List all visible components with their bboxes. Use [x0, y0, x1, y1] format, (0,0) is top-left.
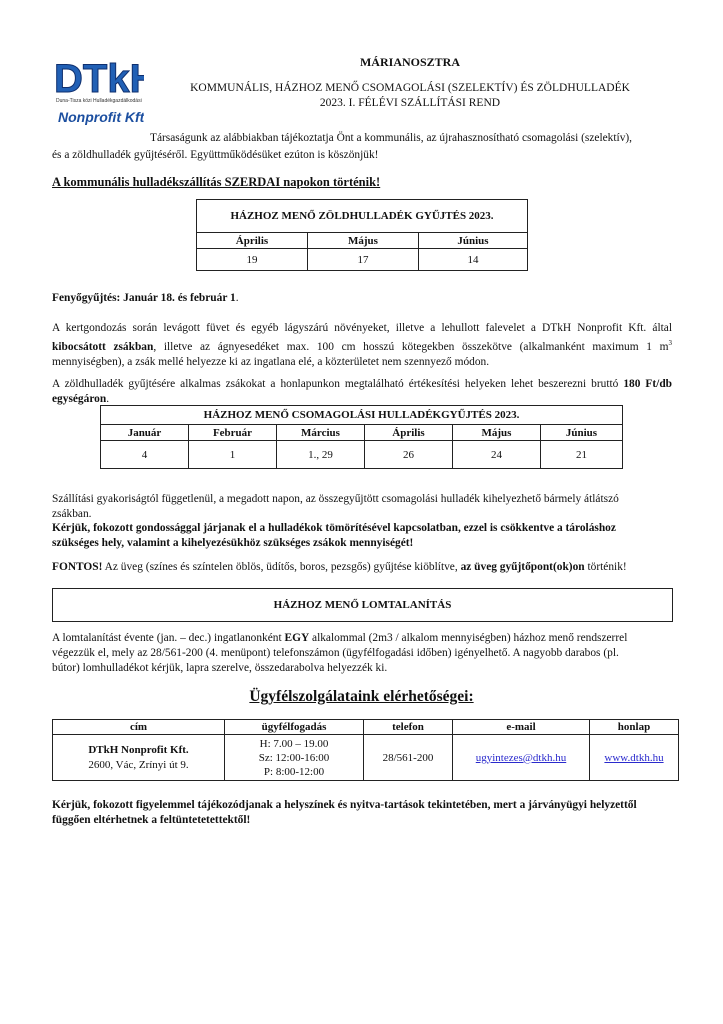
green-table-grid: [196, 232, 528, 271]
pkg-value-jan: 4: [101, 441, 189, 469]
service-hours-wed: Sz: 12:00-16:00: [258, 751, 330, 764]
pkg-value-may: 24: [453, 441, 541, 469]
green-header-may: Május: [308, 233, 419, 249]
logo-sub-text: Nonprofit Kft.: [58, 109, 144, 125]
packaging-table-title: HÁZHOZ MENŐ CSOMAGOLÁSI HULLADÉKGYŰJTÉS 2023.: [100, 405, 623, 424]
garden-sup: 3: [668, 339, 672, 347]
green-table-title: HÁZHOZ MENŐ ZÖLDHULLADÉK GYŰJTÉS 2023.: [196, 199, 528, 232]
pkg-header-feb: Február: [189, 425, 277, 441]
pkg-header-may: Május: [453, 425, 541, 441]
service-address: 2600, Vác, Zrínyi út 9.: [88, 758, 189, 771]
bulky-t1: A lomtalanítást évente (jan. – dec.) ingatlanonként: [52, 632, 285, 644]
service-web-cell: [590, 735, 679, 781]
garden-p3: mennyiségben), a zsák mellé helyezze ki az ingatlana elé, a közterületet nem szennyező módon.: [52, 355, 490, 368]
pkg-header-jun: Június: [541, 425, 623, 441]
frequency-line1: Szállítási gyakoriságtól függetlenül, a megadott napon, az összegyűjtött csomagolási hulladék kihelyezhető bármely átlátszó: [52, 493, 619, 505]
service-phone: 28/561-200: [364, 735, 453, 781]
glass-tail: történik!: [584, 561, 627, 573]
header-line1: KOMMUNÁLIS, HÁZHOZ MENŐ CSOMAGOLÁSI (SZELEKTÍV) ÉS ZÖLDHULLADÉK: [190, 82, 630, 94]
town-title: MÁRIANOSZTRA: [359, 55, 460, 69]
final-line1: Kérjük, fokozott figyelemmel tájékozódjanak a helyszínek és nyitva-tartások tekintetében, mert a járványügyi helyzettől: [52, 799, 637, 811]
service-header-web: honlap: [590, 720, 679, 735]
intro-line1: Társaságunk az alábbiakban tájékoztatja Önt a kommunális, az újrahasznosítható csomagolási (szelektív),: [150, 132, 633, 144]
frequency-line2: zsákban.: [52, 508, 92, 520]
green-value-june: 14: [419, 249, 528, 271]
pine-tail: .: [235, 292, 239, 304]
green-waste-table: [196, 199, 528, 271]
final-note: [52, 798, 672, 828]
service-header-phone: telefon: [364, 720, 453, 735]
glass-important: FONTOS!: [52, 561, 103, 573]
bags-tail: .: [106, 393, 110, 405]
bulky-once: EGY: [284, 632, 310, 644]
service-header-hours: ügyfélfogadás: [225, 720, 364, 735]
service-table: [52, 719, 679, 781]
service-hours-cell: [225, 735, 364, 781]
pkg-header-mar: Március: [277, 425, 365, 441]
service-heading: Ügyfélszolgálataink elérhetőségei:: [249, 688, 474, 705]
bags-unit: egységáron: [52, 393, 107, 405]
service-address-cell: [53, 735, 225, 781]
garden-bold: kibocsátott zsákban: [52, 340, 154, 353]
garden-p2: , illetve az ágnyesedéket max. 100 cm hosszú kötegekben összekötve (alkalmanként maximum 1 m: [153, 340, 669, 353]
compress-line2: szükséges hely, valamint a kihelyezésükhöz szükséges zsákok mennyiségét!: [52, 537, 414, 549]
bulky-t2: alkalommal (2m3 / alkalom mennyiségben) házhoz menő rendszerrel: [309, 632, 628, 644]
glass-text: Az üveg (színes és színtelen öblös, üdítős, boros, pezsgős) gyűjtése kiöblítve,: [102, 561, 461, 573]
garden-p1: A kertgondozás során levágott füvet és egyéb lágyszárú növényeket, illetve a lehullott falevelet a DTkH Nonprofit Kft. által: [52, 322, 672, 334]
intro-line2: és a zöldhulladék gyűjtéséről. Együttműködésüket ezúton is köszönjük!: [52, 149, 379, 161]
pkg-value-apr: 26: [365, 441, 453, 469]
pkg-value-jun: 21: [541, 441, 623, 469]
service-company: DTkH Nonprofit Kft.: [88, 743, 189, 756]
communal-note: A kommunális hulladékszállítás SZERDAI napokon történik!: [52, 175, 381, 189]
bags-price: 180 Ft/db: [623, 378, 672, 390]
header-line2: 2023. I. FÉLÉVI SZÁLLÍTÁSI REND: [319, 97, 501, 109]
service-header-address: cím: [53, 720, 225, 735]
frequency-paragraph: [52, 492, 672, 522]
service-web-link[interactable]: www.dtkh.hu: [604, 751, 664, 764]
logo-tiny-text: Duna-Tisza közi Hulladékgazdálkodási: [56, 98, 142, 104]
packaging-table: [100, 405, 623, 469]
service-email-cell: [453, 735, 590, 781]
service-hours-fri: P: 8:00-12:00: [263, 765, 325, 778]
pkg-header-apr: Április: [365, 425, 453, 441]
bulky-paragraph: [52, 631, 672, 676]
pkg-value-mar: 1., 29: [277, 441, 365, 469]
pine-collection: [52, 292, 239, 304]
service-header-email: e-mail: [453, 720, 590, 735]
bulky-line3: bútor) lomhulladékot kérjük, lapra szerelve, összedarabolva helyezzék ki.: [52, 662, 388, 674]
bulky-waste-title: HÁZHOZ MENŐ LOMTALANÍTÁS: [52, 588, 673, 622]
compress-line1: Kérjük, fokozott gondossággal járjanak el a hulladékok tömörítésével kapcsolatban, ezzel is csökkentve a tároláshoz: [52, 522, 616, 534]
bulky-line2: végezzük el, mely az 28/561-200 (4. menüpont) telefonszámon (ügyfélfogadási időben) igényelhető. A nagyobb darabos (pl.: [52, 647, 619, 659]
pine-bold: Fenyőgyűjtés: Január 18. és február 1: [52, 292, 236, 304]
dtkh-logo-graphic: [52, 50, 144, 132]
green-header-june: Június: [419, 233, 528, 249]
packaging-table-grid: [100, 424, 623, 469]
service-hours-mon: H: 7.00 – 19.00: [259, 737, 329, 750]
pkg-header-jan: Január: [101, 425, 189, 441]
dtkh-logo: [52, 50, 144, 132]
final-line2: függően eltérhetnek a feltüntetetettektől!: [52, 814, 251, 826]
bags-paragraph: [52, 377, 672, 407]
garden-paragraph: [52, 321, 672, 370]
service-email-link[interactable]: ugyintezes@dtkh.hu: [475, 751, 567, 764]
glass-point: az üveg gyűjtőpont(ok)on: [460, 561, 585, 573]
glass-note: [52, 560, 682, 575]
logo-main-text: DTk: [54, 57, 130, 101]
green-value-april: 19: [197, 249, 308, 271]
pkg-value-feb: 1: [189, 441, 277, 469]
compress-paragraph: [52, 521, 672, 551]
bags-text: A zöldhulladék gyűjtésére alkalmas zsákokat a honlapunkon megtalálható értékesítési helyeken lehet beszerezni bruttó: [52, 378, 619, 390]
green-value-may: 17: [308, 249, 419, 271]
green-header-april: Április: [197, 233, 308, 249]
